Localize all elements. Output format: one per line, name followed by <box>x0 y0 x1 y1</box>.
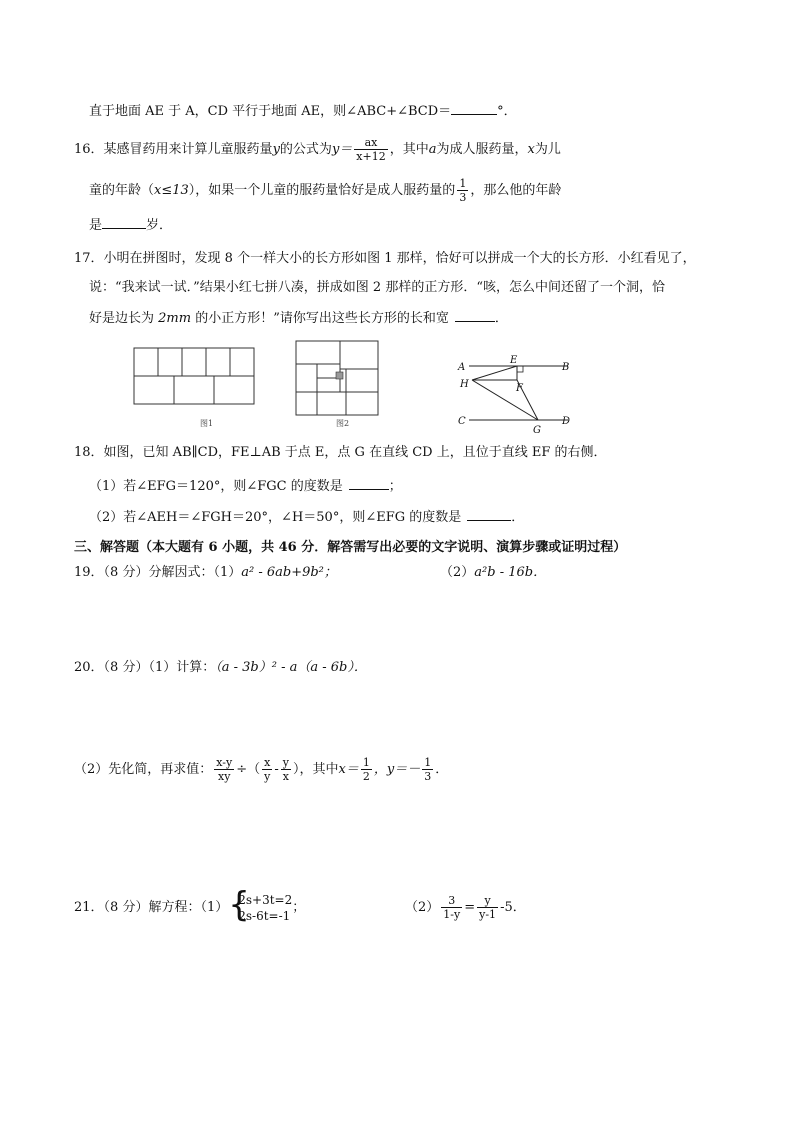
q17-number: 17． <box>74 251 104 266</box>
q17-text: 说：“我来试一试．”结果小红七拼八凑，拼成如图 2 那样的正方形．“咳，怎么中间还留了一个洞，恰 <box>89 280 665 295</box>
fraction-denominator: y-1 <box>479 908 497 921</box>
q16-formula-fraction <box>354 136 387 163</box>
q18-intro-line <box>74 444 607 462</box>
fraction-denominator: x <box>282 770 289 783</box>
q19-number: 19． <box>74 565 104 580</box>
fig3-label-F: F <box>516 383 523 394</box>
fraction-numerator: x <box>264 756 271 769</box>
q21-fraction-1 <box>441 894 462 921</box>
q20-number: 20． <box>74 660 104 675</box>
q16-number: 16． <box>74 142 104 157</box>
q18-text: （1）若∠EFG＝120°，则∠FGC 的度数是 <box>89 479 343 494</box>
q17-line2 <box>89 279 665 297</box>
q19-part2 <box>440 564 546 582</box>
q19-expression-1: a² - 6ab+9b²； <box>241 565 337 580</box>
q15-tail-text: 直于地面 AE 于 A，CD 平行于地面 AE，则∠ABC+∠BCD＝ <box>89 104 452 119</box>
q20-line2 <box>74 756 448 783</box>
q18-part1 <box>89 477 402 496</box>
q16-formula-lhs: y＝ <box>331 142 353 157</box>
fig3-label-A: A <box>458 362 466 373</box>
q21-part2 <box>405 888 526 928</box>
fig3-label-C: C <box>458 416 466 427</box>
fraction-numerator: ax <box>354 136 387 150</box>
q20-fraction-1 <box>214 756 234 783</box>
fraction-denominator: 3 <box>459 191 467 204</box>
q20-fraction-3 <box>281 756 291 783</box>
q20-text: ． <box>435 762 449 777</box>
q15-answer-blank[interactable] <box>451 102 497 115</box>
q18-part1-blank[interactable] <box>349 477 389 490</box>
q16-text: 为成人服药量， <box>436 142 528 157</box>
figure-1 <box>134 348 254 404</box>
q16-text: 是 <box>89 218 103 233</box>
q18-text: 如图，已知 AB∥CD，FE⊥AB 于点 E，点 G 在直线 CD 上，且位于直线 EF 的右侧． <box>103 445 607 460</box>
fraction-numerator: 3 <box>441 894 462 908</box>
q20-y-value: ，y＝－ <box>373 762 421 777</box>
q16-condition: x≤13 <box>154 183 189 198</box>
figure-2-hole <box>336 372 343 379</box>
q17-text: 小明在拼图时，发现 8 个一样大小的长方形如图 1 那样，恰好可以拼成一个大的长方形．小红看见了， <box>103 251 696 266</box>
q20-text: - <box>274 762 279 777</box>
q20-text: ÷（ <box>236 762 261 777</box>
q21-text: -5． <box>500 900 526 915</box>
q16-text: 某感冒药用来计算儿童服药量 <box>103 142 273 157</box>
fig3-label-H: H <box>460 379 469 390</box>
fraction-denominator: xy <box>218 770 231 783</box>
q18-part2-blank[interactable] <box>467 508 511 521</box>
q20-text: （2）先化简，再求值： <box>74 762 213 777</box>
q16-var: a <box>428 142 437 157</box>
q16-var: x <box>527 142 535 157</box>
q16-text: 的公式为 <box>279 142 332 157</box>
q20-text: （8 分）（1）计算： <box>103 660 216 675</box>
q18-text: （2）若∠AEH＝∠FGH＝20°，∠H＝50°，则∠EFG 的度数是 <box>89 510 462 525</box>
fig3-label-B: B <box>562 362 570 373</box>
q16-text: 为儿 <box>534 142 561 157</box>
q19-text: （8 分）分解因式：（1） <box>103 565 242 580</box>
q20-y-fraction <box>422 756 433 783</box>
q16-text: 童的年龄（ <box>89 183 155 198</box>
fraction-numerator: 1 <box>424 756 432 769</box>
q16-text: ，其中 <box>389 142 429 157</box>
q21-text: （2） <box>405 900 440 915</box>
q19-line <box>74 564 337 582</box>
q19-expression-2: a²b - 16b． <box>474 565 547 580</box>
q17-line3 <box>89 309 508 328</box>
q21-number: 21． <box>74 900 104 915</box>
q21-equation-system <box>228 884 293 925</box>
q16-answer-blank[interactable] <box>102 216 146 229</box>
figures-row <box>120 338 590 438</box>
q16-one-third <box>457 177 468 204</box>
fig3-label-E: E <box>510 355 518 366</box>
q16-text: ），如果一个儿童的服药量恰好是成人服药量的 <box>188 183 456 198</box>
fig3-label-G: G <box>533 425 541 436</box>
figure-2-caption: 图2 <box>336 419 350 428</box>
q16-var: y <box>272 142 280 157</box>
q17-text: ． <box>494 311 508 326</box>
q21-text: （8 分）解方程：（1） <box>103 900 229 915</box>
q20-line1 <box>74 659 367 677</box>
fraction-numerator: x-y <box>216 756 233 769</box>
fraction-numerator: y <box>282 756 289 769</box>
q16-text: ，那么他的年龄 <box>470 183 562 198</box>
q20-text: ），其中 <box>292 762 339 777</box>
fraction-denominator: x+12 <box>356 150 386 163</box>
q20-expression: （a - 3b）² - a（a - 6b）． <box>215 660 367 675</box>
fraction-denominator: 2 <box>362 770 370 783</box>
q17-line1 <box>74 250 696 268</box>
q18-text: ； <box>388 479 402 494</box>
q17-text: 的小正方形！”请你写出这些长方形的长和宽 <box>191 311 449 326</box>
q20-fraction-2 <box>262 756 272 783</box>
fraction-denominator: 3 <box>424 770 432 783</box>
q16-line3 <box>89 216 172 235</box>
fraction-denominator: y <box>264 770 271 783</box>
q21-equation-1: 2s+3t=2 <box>238 892 293 907</box>
q20-x-value: x＝ <box>338 762 359 777</box>
brace-icon: { <box>228 884 250 925</box>
q19-text: （2） <box>440 565 475 580</box>
q17-text: 好是边长为 <box>89 311 159 326</box>
fraction-denominator: 1-y <box>443 908 461 921</box>
q15-tail-line <box>89 102 517 121</box>
q21-line <box>74 884 306 928</box>
q18-text: ． <box>511 510 525 525</box>
q17-answer-blank[interactable] <box>455 309 495 322</box>
q21-text: ； <box>292 900 306 915</box>
q15-unit: °． <box>497 104 517 119</box>
figure-1-caption: 图1 <box>200 419 214 428</box>
fraction-numerator: 1 <box>459 177 467 190</box>
section3-title: 三、解答题（本大题有 6 小题，共 46 分．解答需写出必要的文字说明、演算步骤或证明过程） <box>74 540 627 555</box>
q20-x-fraction <box>361 756 372 783</box>
q16-line1 <box>74 136 561 163</box>
fraction-numerator: y <box>477 894 498 908</box>
q21-equation-2: 2s-6t=-1 <box>238 908 291 923</box>
q17-measure: 2mm <box>158 311 192 326</box>
q21-fraction-2 <box>477 894 498 921</box>
q21-text: = <box>464 900 476 915</box>
q18-number: 18． <box>74 445 104 460</box>
q16-text: 岁． <box>146 218 173 233</box>
q16-line2 <box>89 177 561 204</box>
fraction-numerator: 1 <box>362 756 370 769</box>
q18-part2 <box>89 508 524 527</box>
fig3-label-D: D <box>562 416 571 427</box>
